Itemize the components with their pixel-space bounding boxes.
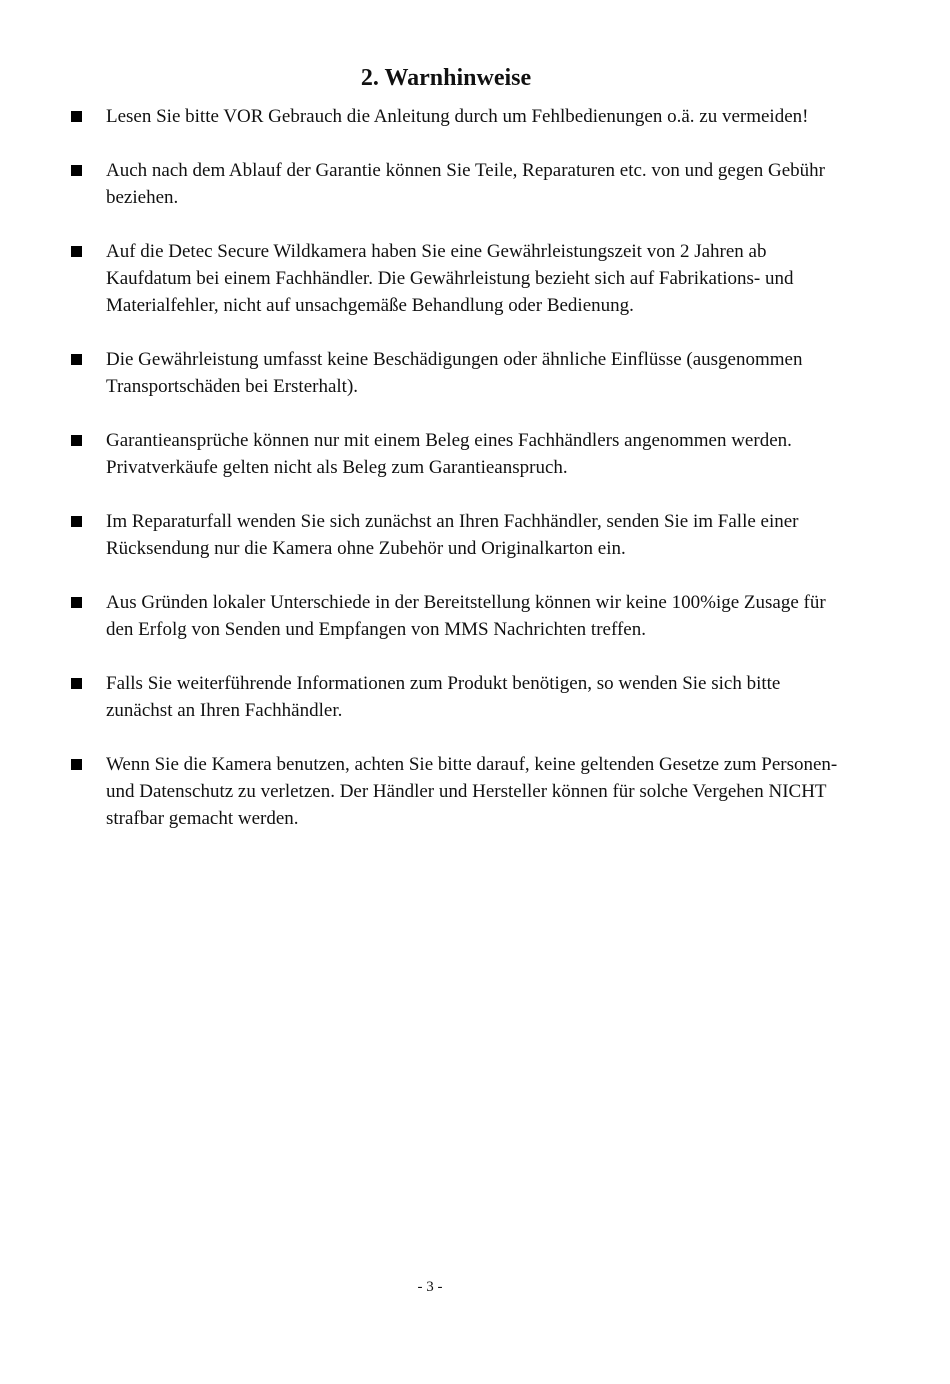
list-item-text: Auf die Detec Secure Wildkamera haben Sie eine Gewährleistungszeit von 2 Jahren ab Kaufdatum bei einem Fachhändler. Die Gewährleistung bezieht sich auf Fabrikations- und Materialfehler, nicht auf unsachgemäße Behandlung oder Bedienung. xyxy=(106,241,794,316)
page-number: - 3 - xyxy=(417,1279,443,1295)
warning-list xyxy=(68,103,838,859)
square-bullet-icon xyxy=(71,516,82,527)
list-item-text: Auch nach dem Ablauf der Garantie können Sie Teile, Reparaturen etc. von und gegen Gebühr beziehen. xyxy=(106,160,826,208)
square-bullet-icon xyxy=(71,759,82,770)
list-item-text: Lesen Sie bitte VOR Gebrauch die Anleitung durch um Fehlbedienungen o.ä. zu vermeiden! xyxy=(106,106,809,127)
list-item-text: Aus Gründen lokaler Unterschiede in der Bereitstellung können wir keine 100%ige Zusage für den Erfolg von Senden und Empfangen von MMS Nachrichten treffen. xyxy=(106,592,826,640)
square-bullet-icon xyxy=(71,597,82,608)
list-item xyxy=(68,589,838,643)
list-item xyxy=(68,103,838,130)
list-item xyxy=(68,157,838,211)
square-bullet-icon xyxy=(71,246,82,257)
list-item-text: Falls Sie weiterführende Informationen zum Produkt benötigen, so wenden Sie sich bitte zunächst an Ihren Fachhändler. xyxy=(106,673,781,721)
list-item xyxy=(68,238,838,319)
list-item xyxy=(68,751,838,832)
list-item-text: Die Gewährleistung umfasst keine Beschädigungen oder ähnliche Einflüsse (ausgenommen Transportschäden bei Ersterhalt). xyxy=(106,349,803,397)
list-item xyxy=(68,670,838,724)
list-item-text: Garantieansprüche können nur mit einem Beleg eines Fachhändlers angenommen werden. Privatverkäufe gelten nicht als Beleg zum Garantieanspruch. xyxy=(106,430,792,478)
square-bullet-icon xyxy=(71,354,82,365)
list-item-text: Im Reparaturfall wenden Sie sich zunächst an Ihren Fachhändler, senden Sie im Falle einer Rücksendung nur die Kamera ohne Zubehör und Originalkarton ein. xyxy=(106,511,799,559)
page-title: 2. Warnhinweise xyxy=(360,65,532,91)
square-bullet-icon xyxy=(71,435,82,446)
square-bullet-icon xyxy=(71,678,82,689)
list-item xyxy=(68,427,838,481)
list-item xyxy=(68,346,838,400)
square-bullet-icon xyxy=(71,111,82,122)
list-item xyxy=(68,508,838,562)
list-item-text: Wenn Sie die Kamera benutzen, achten Sie bitte darauf, keine geltenden Gesetze zum Personen- und Datenschutz zu verletzen. Der Händler und Hersteller können für solche Vergehen NICHT strafbar gemacht werden. xyxy=(106,754,838,829)
square-bullet-icon xyxy=(71,165,82,176)
